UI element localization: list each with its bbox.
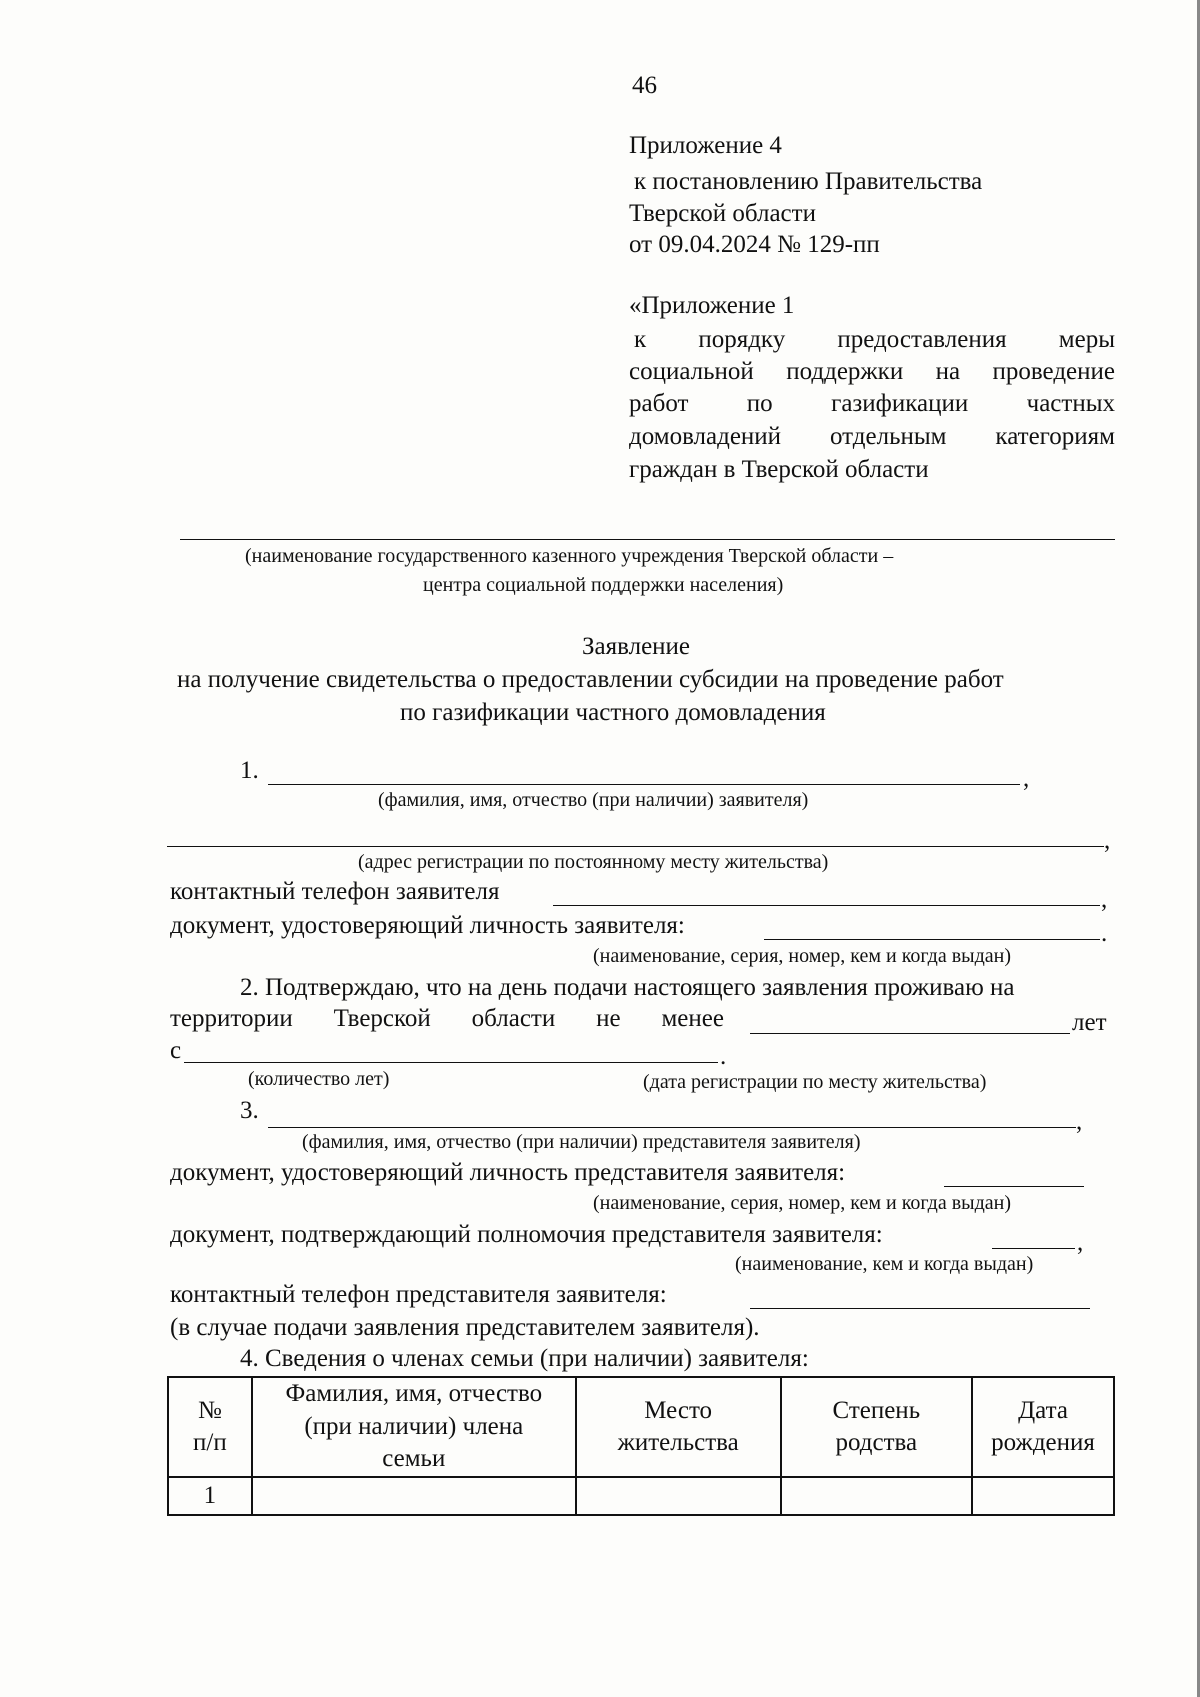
- representative-id-label: документ, удостоверяющий личность представителя заявителя:: [170, 1159, 846, 1186]
- applicant-id-line[interactable]: [764, 939, 1100, 940]
- cell-residence[interactable]: [576, 1477, 781, 1515]
- word: менее: [661, 1005, 724, 1032]
- statement-subtitle: на получение свидетельства о предоставлении субсидии на проведение работ: [177, 666, 1004, 693]
- header-relation: Степень родства: [781, 1377, 973, 1477]
- word: порядку: [698, 326, 786, 353]
- representative-phone-line[interactable]: [750, 1308, 1090, 1309]
- word: по: [746, 390, 773, 417]
- representative-authority-caption: (наименование, кем и когда выдан): [735, 1253, 1034, 1275]
- period: .: [1101, 920, 1108, 947]
- period: .: [720, 1043, 727, 1070]
- applicant-address-line[interactable]: [167, 846, 1104, 847]
- section-3-number: 3.: [240, 1097, 259, 1124]
- representative-phone-label: контактный телефон представителя заявителя:: [170, 1281, 667, 1308]
- since-word: с: [170, 1037, 182, 1064]
- appendix-header-line: Тверской области: [629, 200, 816, 227]
- appendix-ref-line: [629, 424, 1115, 449]
- applicant-id-label: документ, удостоверяющий личность заявителя:: [170, 912, 685, 939]
- word: домовладений: [629, 423, 782, 450]
- appendix-ref-title: «Приложение 1: [629, 292, 795, 319]
- word: работ: [629, 390, 689, 417]
- appendix-ref-line: [634, 327, 1115, 352]
- section-1-number: 1.: [240, 757, 259, 784]
- word: области: [471, 1005, 556, 1032]
- header-full-name: Фамилия, имя, отчество (при наличии) члена семьи: [252, 1377, 576, 1477]
- word: отдельным: [830, 423, 947, 450]
- representative-authority-line[interactable]: [992, 1248, 1075, 1249]
- representative-note: (в случае подачи заявления представителем заявителя).: [170, 1314, 760, 1341]
- statement-subtitle: по газификации частного домовладения: [400, 699, 826, 726]
- word: поддержки: [786, 358, 904, 385]
- word: частных: [1026, 390, 1115, 417]
- word: категориям: [995, 423, 1115, 450]
- word: предоставления: [837, 326, 1007, 353]
- institution-caption: (наименование государственного казенного учреждения Тверской области –: [245, 545, 894, 567]
- years-word: лет: [1072, 1009, 1107, 1036]
- institution-fill-line: [180, 539, 1115, 540]
- appendix-header-line: от 09.04.2024 № 129-пп: [629, 231, 880, 258]
- section-2-text: 2. Подтверждаю, что на день подачи настоящего заявления проживаю на: [240, 974, 1015, 1001]
- cell-full-name[interactable]: [252, 1477, 576, 1515]
- representative-authority-label: документ, подтверждающий полномочия представителя заявителя:: [170, 1221, 883, 1248]
- section-4-title: 4. Сведения о членах семьи (при наличии) заявителя:: [240, 1345, 809, 1372]
- representative-id-caption: (наименование, серия, номер, кем и когда выдан): [593, 1192, 1011, 1214]
- applicant-name-line[interactable]: [268, 784, 1020, 785]
- representative-name-line[interactable]: [268, 1127, 1076, 1128]
- word: меры: [1058, 326, 1115, 353]
- representative-name-caption: (фамилия, имя, отчество (при наличии) представителя заявителя): [302, 1131, 861, 1153]
- applicant-name-caption: (фамилия, имя, отчество (при наличии) заявителя): [378, 789, 809, 811]
- institution-caption: центра социальной поддержки населения): [423, 574, 784, 596]
- word: газификации: [831, 390, 969, 417]
- table-header-row: [168, 1377, 1114, 1477]
- comma: ,: [1076, 1108, 1083, 1135]
- applicant-address-caption: (адрес регистрации по постоянному месту жительства): [358, 851, 829, 873]
- applicant-phone-label: контактный телефон заявителя: [170, 878, 500, 905]
- appendix-ref-line: [629, 391, 1115, 416]
- word: на: [935, 358, 961, 385]
- comma: ,: [1023, 765, 1030, 792]
- cell-number[interactable]: 1: [168, 1477, 252, 1515]
- years-count-line[interactable]: [750, 1033, 1070, 1034]
- appendix-header-line: Приложение 4: [629, 132, 782, 159]
- representative-id-line[interactable]: [944, 1186, 1084, 1187]
- word: социальной: [629, 358, 754, 385]
- header-birth-date: Дата рождения: [972, 1377, 1114, 1477]
- appendix-header-line: к постановлению Правительства: [634, 168, 983, 195]
- header-number: № п/п: [168, 1377, 252, 1477]
- word: территории: [170, 1005, 293, 1032]
- comma: ,: [1077, 1229, 1084, 1256]
- cell-relation[interactable]: [781, 1477, 973, 1515]
- section-2-line: [170, 1006, 724, 1031]
- comma: ,: [1101, 886, 1108, 913]
- applicant-id-caption: (наименование, серия, номер, кем и когда выдан): [593, 945, 1011, 967]
- appendix-ref-line: [629, 359, 1115, 384]
- header-residence: Место жительства: [576, 1377, 781, 1477]
- word: к: [634, 326, 647, 353]
- years-caption: (количество лет): [248, 1068, 390, 1090]
- word: Тверской: [333, 1005, 431, 1032]
- statement-title: Заявление: [582, 633, 691, 660]
- word: не: [596, 1005, 621, 1032]
- registration-date-caption: (дата регистрации по месту жительства): [643, 1071, 987, 1093]
- appendix-ref-line: граждан в Тверской области: [629, 456, 929, 483]
- family-members-table: [167, 1376, 1115, 1516]
- word: проведение: [992, 358, 1115, 385]
- page-number: 46: [632, 72, 657, 99]
- table-row: [168, 1477, 1114, 1515]
- registration-date-line[interactable]: [184, 1062, 718, 1063]
- applicant-phone-line[interactable]: [553, 905, 1100, 906]
- cell-birth-date[interactable]: [972, 1477, 1114, 1515]
- comma: ,: [1104, 827, 1111, 854]
